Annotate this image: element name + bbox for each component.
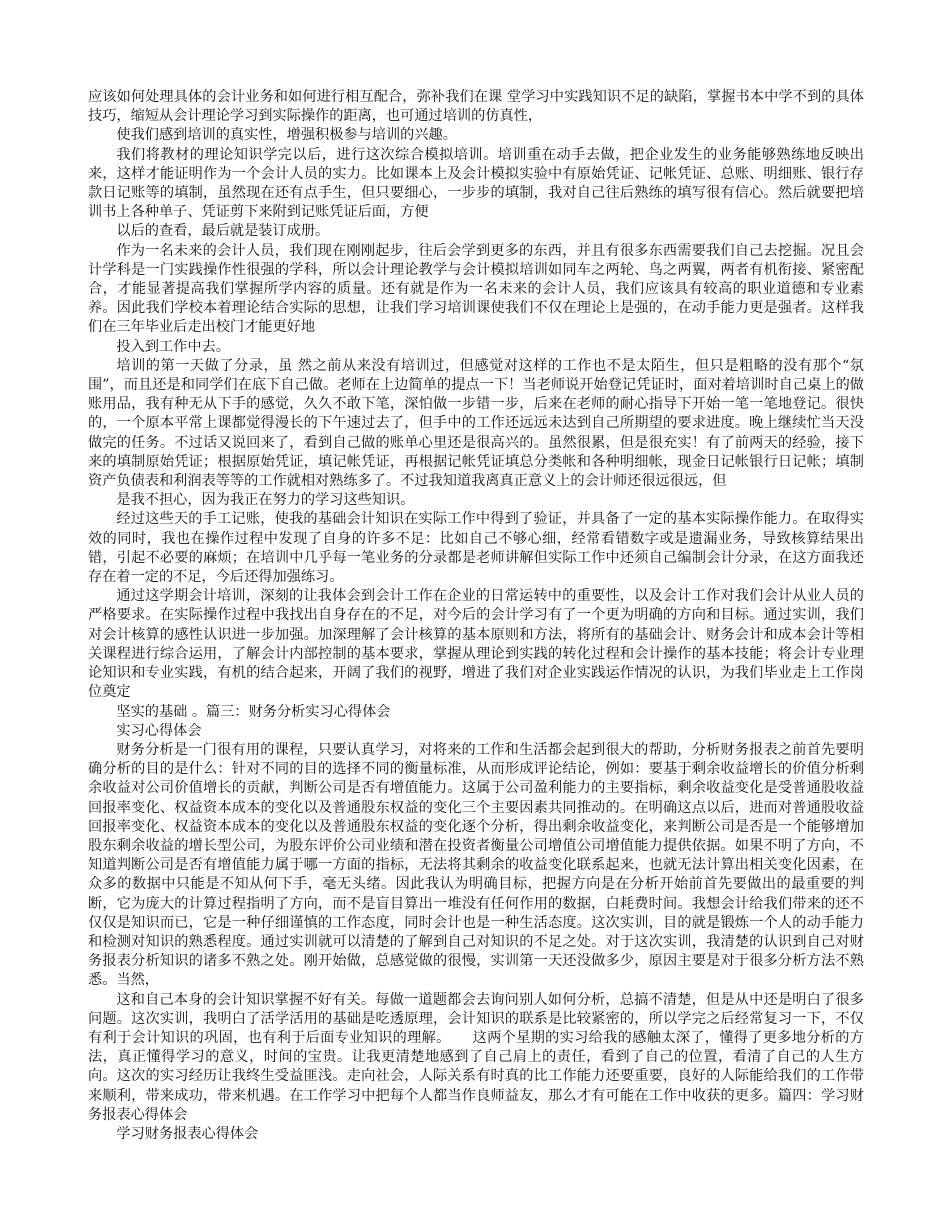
paragraph-7: 培训的第一天做了分录，虽 然之前从来没有培训过，但感觉对这样的工作也不是太陌生，但只是粗略的没有那个“氛围”，而且还是和同学们在底下自己做。老师在上边简单的提点一下！当老师说开始登记凭证时，面对着培训时自己桌上的做账用品，我有种无从下手的感觉，久久不敢下笔，深怕做一步错一步，后来在老师的耐心指导下开始一笔一笔地登记。很快的，一个原本平常上课都觉得漫长的下午速过去了，但手中的工作还远远未达到自己所期望的要求进度。晚上继续忙当天没做完的任务。不过话又说回来了，看到自己做的账单心里还是很高兴的。虽然很累，但是很充实！有了前两天的经验，接下来的填制原始凭证；根据原始凭证，填记帐凭证，再根据记帐凭证填总分类帐和各种明细帐，现金日记帐银行日记帐；填制资产负债表和利润表等等的工作就相对熟练多了。不过我知道我离真正意义上的会计师还很远很远，但 <box>88 357 864 490</box>
paragraph-5: 作为一名未来的会计人员，我们现在刚刚起步，往后会学到更多的东西，并且有很多东西需要我们自己去挖掘。况且会计学科是一门实践操作性很强的学科，所以会计理论教学与会计模拟培训如同车之两轮、鸟之两翼，两者有机衔接、紧密配合，才能显著提高我们掌握所学内容的质量。还有就是作为一名未来的会计人员，我们应该具有较高的职业道德和专业素养。因此我们学校本着理论结合实际的思想，让我们学习培训课使我们不仅在理论上是强的，在动手能力更是强者。这样我们在三年毕业后走出校门才能更好地 <box>88 242 864 336</box>
paragraph-4: 以后的查看，最后就是装订成册。 <box>116 223 330 240</box>
paragraph-3: 我们将教材的理论知识学完以后，进行这次综合模拟培训。培训重在动手去做，把企业发生的业务能够熟练地反映出来，这样才能证明作为一个会计人员的实力。比如课本上及会计模拟实验中有原始凭证、记帐凭证、总账、明细账、银行存款日记账等的填制，虽然现在还有点手生，但只要细心，一步步的填制，我对自己往后熟练的填写很有信心。然后就要把培训书上各种单子、凭证剪下来附到记账凭证后面，方便 <box>88 146 864 221</box>
paragraph-6: 投入到工作中去。 <box>116 338 230 355</box>
section-heading-internship: 实习心得体会 <box>116 722 202 739</box>
paragraph-1: 应该如何处理具体的会计业务和如何进行相互配合，弥补我们在课 堂学习中实践知识不足的缺陷，掌握书本中学不到的具体技巧，缩短从会计理论学习到实际操作的距离，也可通过培训的仿真性， <box>88 89 864 125</box>
paragraph-9: 经过这些天的手工记账，使我的基础会计知识在实际工作中得到了验证，并具备了一定的基本实际操作能力。在取得实效的同时，我也在操作过程中发现了自身的许多不足：比如自己不够心细，经常看错数字或是遗漏业务，导致核算结果出错，引起不必要的麻烦；在培训中几乎每一笔业务的分录都是老师讲解但实际工作中还须自己编制会计分录，在这方面我还存在着一定的不足，今后还得加强练习。 <box>88 511 864 586</box>
paragraph-11: 坚实的基础 。篇三：财务分析实习心得体会 <box>116 703 391 720</box>
paragraph-8: 是我不担心，因为我正在努力的学习这些知识。 <box>116 492 415 509</box>
paragraph-2: 使我们感到培训的真实性，增强积极参与培训的兴趣。 <box>116 127 457 144</box>
section-heading-financial-statements: 学习财务报表心得体会 <box>116 1125 259 1142</box>
paragraph-10: 通过这学期会计培训，深刻的让我体会到会计工作在企业的日常运转中的重要性，以及会计工作对我们会计从业人员的严格要求。在实际操作过程中我找出自身存在的不足，对今后的会计学习有了一个更为明确的方向和目标。通过实训，我们对会计核算的感性认识进一步加强。加深理解了会计核算的基本原则和方法，将所有的基础会计、财务会计和成本会计等相关课程进行综合运用，了解会计内部控制的基本要求，掌握从理论到实践的转化过程和会计操作的基本技能；将会计专业理论知识和专业实践，有机的结合起来，开阔了我们的视野，增进了我们对企业实践运作情况的认识，为我们毕业走上工作岗位奠定 <box>88 588 864 701</box>
paragraph-14: 这和自己本身的会计知识掌握不好有关。每做一道题都会去询问别人如何分析，总搞不清楚，但是从中还是明白了很多问题。这次实训，我明白了活学活用的基础是吃透原理，会计知识的联系是比较紧密的，所以学完之后经常复习一下，不仅有利于会计知识的巩固，也有利于后面专业知识的理解。 这两个星期的实习给我的感触太深了，懂得了更多地分析的方法，真正懂得学习的意义，时间的宝贵。让我更清楚地感到了自己肩上的责任，看到了自己的位置，看清了自己的人生方向。这次的实习经历让我终生受益匪浅。走向社会，人际关系有时真的比工作能力还要重要，良好的人际能给我们的工作带来顺利，带来成功，带来机遇。在工作学习中把每个人都当作良师益友，那么才有可能在工作中收获的更多。篇四：学习财务报表心得体会 <box>88 991 864 1123</box>
paragraph-13: 财务分析是一门很有用的课程，只要认真学习，对将来的工作和生活都会起到很大的帮助，分析财务报表之前首先要明确分析的目的是什么：针对不同的目的选择不同的衡量标准，从而形成评论结论，例如：要基于剩余收益增长的价值分析剩余收益对公司价值增长的贡献，判断公司是否有增值能力。这属于公司盈利能力的主要指标，剩余收益变化是受普通股收益回报率变化、权益资本成本的变化以及普通股东权益的变化三个主要因素共同推动的。在明确这点以后，进而对普通股收益回报率变化、权益资本成本的变化以及普通股东权益的变化逐个分析，得出剩余收益变化，来判断公司是否是一个能够增加股东剩余收益的增长型公司，为股东评价公司业绩和潜在投资者衡量公司增值公司增值能力提供依据。如果不明了方向，不知道判断公司是否有增值能力属于哪一方面的指标，无法将其剩余的收益变化联系起来，也就无法计算出相关变化因素，在众多的数据中只能是不知从何下手，毫无头绪。因此我认为明确目标，把握方向是在分析开始前首先要做出的最重要的判断，它为庞大的计算过程指明了方向，而不是盲目算出一堆没有任何作用的数据，白耗费时间。我想会计给我们带来的还不仅仅是知识而已，它是一种仔细谨慎的工作态度，同时会计也是一种生活态度。这次实训，目的就是锻炼一个人的动手能力和检测对知识的熟悉程度。通过实训就可以清楚的了解到自己对知识的不足之处。对于这次实训，我清楚的认识到自己对财务报表分析知识的诸多不熟之处。刚开始做，总感觉做的很慢，实训第一天还没做多少，原因主要是对于很多分析方法不熟悉。当然， <box>88 741 864 989</box>
